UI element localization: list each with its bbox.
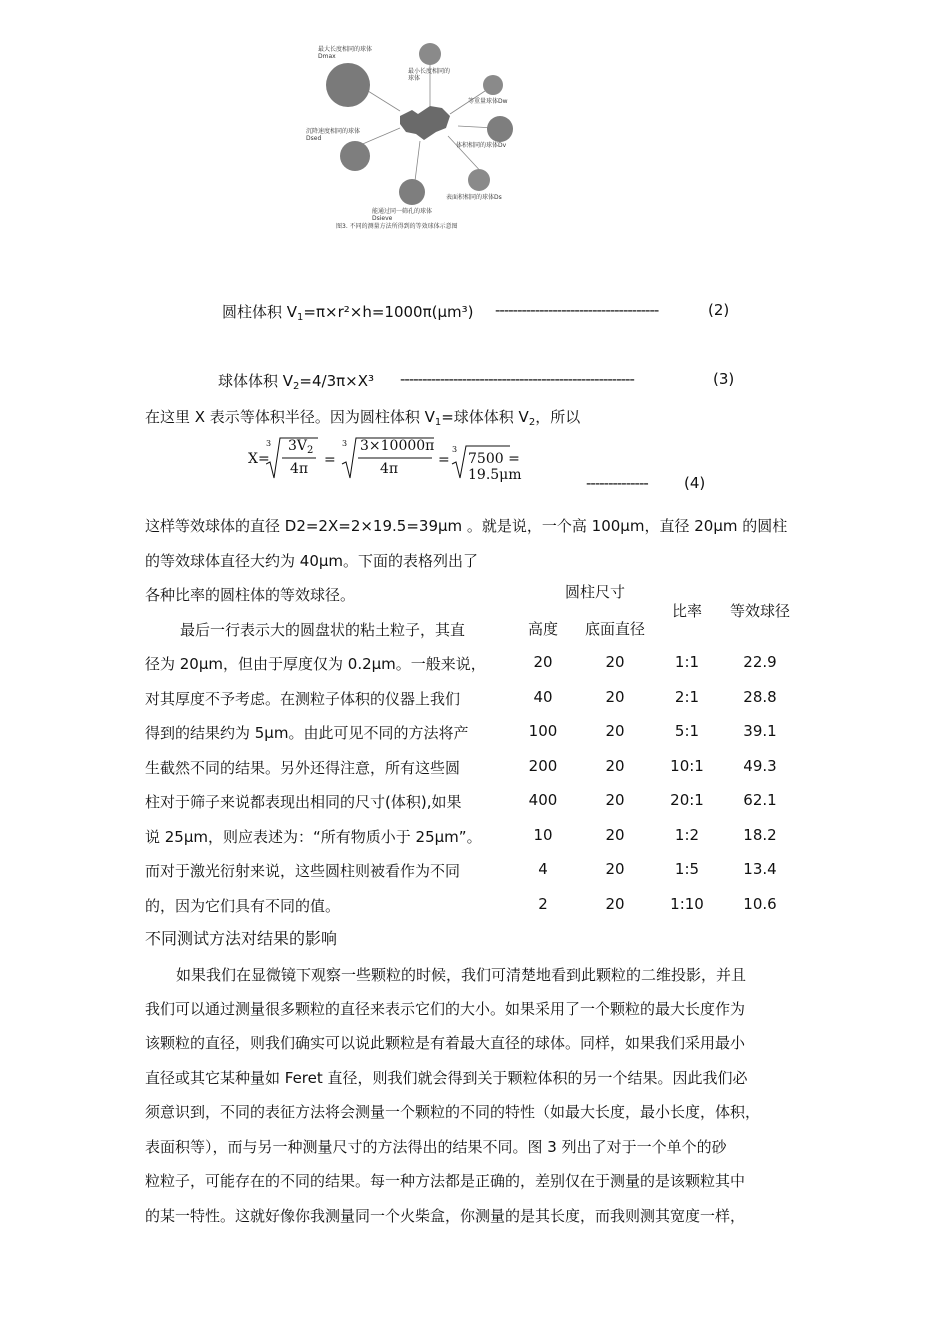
formula-num2: 3×10000π xyxy=(360,438,435,454)
cell-height: 2 xyxy=(538,895,548,913)
equation-3 xyxy=(218,370,374,392)
cell-ratio: 2:1 xyxy=(674,688,700,706)
cell-ratio: 1:10 xyxy=(670,895,704,913)
table-header-height: 高度 xyxy=(527,620,558,638)
cell-ratio: 1:5 xyxy=(674,860,700,878)
left-col-line-5: 柱对于筛子来说都表现出相同的尺寸(体积),如果 xyxy=(145,793,462,811)
cell-equiv: 49.3 xyxy=(743,757,777,775)
eq3-number: (3) xyxy=(713,370,735,388)
formula-4 xyxy=(248,436,558,482)
label-surface: 表面积相同的球体Ds xyxy=(446,194,502,201)
left-col-line-0: 最后一行表示大的圆盘状的粘土粒子，其直 xyxy=(180,621,466,639)
sphere-dmin xyxy=(419,43,441,65)
body-line-5: 表面积等），而与另一种测量尺寸的方法得出的结果不同。图 3 列出了对于一个单个的砂 xyxy=(145,1138,727,1156)
formula-den1: 4π xyxy=(290,461,309,477)
sphere-ds xyxy=(468,169,490,191)
label-volume: 体积相同的球体Dv xyxy=(456,142,507,149)
equivalent-sphere-figure xyxy=(300,36,540,236)
equation-2 xyxy=(222,301,473,323)
svg-text:3: 3 xyxy=(452,445,458,454)
cell-equiv: 18.2 xyxy=(743,826,777,844)
eq2-formula: =π×r²×h=1000π(μm³) xyxy=(303,303,474,321)
left-col-line-7: 而对于激光衍射来说，这些圆柱则被看作为不同 xyxy=(145,862,461,880)
body-line-3: 直径或其它某种量如 Feret 直径，则我们就会得到关于颗粒体积的另一个结果。因此我们必 xyxy=(145,1069,748,1087)
table-header-diameter: 底面直径 xyxy=(584,620,645,638)
body-line-4: 须意识到，不同的表征方法将会测量一个颗粒的不同的特性（如最大长度，最小长度，体积， xyxy=(145,1103,761,1121)
cell-height: 40 xyxy=(533,688,553,706)
cell-diameter: 20 xyxy=(605,688,625,706)
svg-text:=: = xyxy=(324,452,336,468)
sand-particle xyxy=(400,106,450,140)
cell-ratio: 1:2 xyxy=(674,826,700,844)
cell-equiv: 62.1 xyxy=(743,791,777,809)
eq2-number: (2) xyxy=(708,301,730,319)
cell-equiv: 28.8 xyxy=(743,688,777,706)
label-sedimentation: 沉降速度相同的球体Dsed xyxy=(306,128,361,142)
num1-text: 3V xyxy=(288,438,308,454)
eq2-dashes: ------------------------------------- xyxy=(495,301,659,319)
cell-ratio: 10:1 xyxy=(670,757,704,775)
sphere-dv xyxy=(487,116,513,142)
text-line-2: 这样等效球体的直径 D2=2X=2×19.5=39μm 。就是说，一个高 100μm，直径 20μm 的圆柱 xyxy=(145,517,788,535)
body-line-2: 该颗粒的直径，则我们确实可以说此颗粒是有着最大直径的球体。同样，如果我们采用最小 xyxy=(145,1034,746,1052)
cell-height: 4 xyxy=(538,860,548,878)
text-line-3: 的等效球体直径大约为 40μm。下面的表格列出了 xyxy=(145,552,479,570)
sphere-dw xyxy=(483,75,503,95)
line1-sub2: 2 xyxy=(528,417,536,428)
eq3-label: 球体体积 V xyxy=(218,372,294,390)
cell-height: 400 xyxy=(528,791,558,809)
left-col-line-4: 生截然不同的结果。另外还得注意，所有这些圆 xyxy=(145,759,461,777)
section-heading: 不同测试方法对结果的影响 xyxy=(145,929,338,948)
eq4-dashes: -------------- xyxy=(586,474,648,492)
line1-b: =球体体积 V xyxy=(441,408,529,426)
cell-diameter: 20 xyxy=(605,826,625,844)
svg-text:3: 3 xyxy=(266,439,272,448)
label-sieve: 能通过同一筛孔的球体Dsieve xyxy=(372,208,433,222)
eq3-sub: 2 xyxy=(293,381,300,392)
sphere-dsieve xyxy=(399,179,425,205)
formula-den2: 4π xyxy=(380,461,399,477)
cell-height: 100 xyxy=(528,722,558,740)
num1-sub: 2 xyxy=(307,445,314,456)
table-header-equiv: 等效球径 xyxy=(729,602,790,620)
line1-sub1: 1 xyxy=(434,417,442,428)
left-col-line-1: 径为 20μm，但由于厚度仅为 0.2μm。一般来说， xyxy=(145,655,486,673)
cell-height: 20 xyxy=(533,653,553,671)
left-col-line-2: 对其厚度不予考虑。在测粒子体积的仪器上我们 xyxy=(145,690,461,708)
eq4-number: (4) xyxy=(684,474,706,492)
cell-height: 200 xyxy=(528,757,558,775)
label-max-length: 最大长度相同的球体Dmax xyxy=(318,46,373,60)
formula-x: X= xyxy=(248,451,270,467)
formula-result: 7500 = 19.5μm xyxy=(468,451,522,483)
cell-equiv: 39.1 xyxy=(743,722,777,740)
formula-num1 xyxy=(288,438,313,456)
label-min-length: 最小长度相同的球体 xyxy=(408,68,451,82)
cell-diameter: 20 xyxy=(605,653,625,671)
eq3-dashes: ----------------------------------------------------- xyxy=(400,370,634,388)
cell-ratio: 1:1 xyxy=(674,653,700,671)
figure-caption: 图3. 不同的测量方法所得到的等效球体示意图 xyxy=(336,223,458,230)
left-col-line-3: 得到的结果约为 5μm。由此可见不同的方法将产 xyxy=(145,724,469,742)
sphere-dsed xyxy=(340,141,370,171)
cell-diameter: 20 xyxy=(605,722,625,740)
body-line-0: 如果我们在显微镜下观察一些颗粒的时候，我们可清楚地看到此颗粒的二维投影，并且 xyxy=(176,966,747,984)
table-header-ratio: 比率 xyxy=(671,602,702,620)
text-line-4: 各种比率的圆柱体的等效球径。 xyxy=(145,586,356,604)
cell-diameter: 20 xyxy=(605,791,625,809)
eq3-formula: =4/3π×X³ xyxy=(299,372,375,390)
svg-text:=: = xyxy=(438,452,450,468)
sphere-dmax xyxy=(326,63,370,107)
cell-ratio: 5:1 xyxy=(674,722,700,740)
cell-ratio: 20:1 xyxy=(670,791,704,809)
cell-height: 10 xyxy=(533,826,553,844)
table-group-header: 圆柱尺寸 xyxy=(564,583,625,601)
line1-c: ，所以 xyxy=(535,408,581,426)
label-weight: 等重量球体Dw xyxy=(468,98,508,105)
cell-diameter: 20 xyxy=(605,757,625,775)
cell-equiv: 10.6 xyxy=(743,895,777,913)
body-line-7: 的某一特性。这就好像你我测量同一个火柴盒，你测量的是其长度，而我则测其宽度一样， xyxy=(145,1207,746,1225)
cell-diameter: 20 xyxy=(605,895,625,913)
left-col-line-6: 说 25μm，则应表述为：“所有物质小于 25μm”。 xyxy=(145,828,482,846)
svg-text:3: 3 xyxy=(342,439,348,448)
line1-a: 在这里 X 表示等体积半径。因为圆柱体积 V xyxy=(145,408,435,426)
eq2-sub: 1 xyxy=(297,312,304,323)
body-line-6: 粒粒子，可能存在的不同的结果。每一种方法都是正确的，差别仅在于测量的是该颗粒其中 xyxy=(145,1172,746,1190)
explanation-line xyxy=(145,406,580,428)
eq2-label: 圆柱体积 V xyxy=(222,303,298,321)
body-line-1: 我们可以通过测量很多颗粒的直径来表示它们的大小。如果采用了一个颗粒的最大长度作为 xyxy=(145,1000,746,1018)
cell-equiv: 13.4 xyxy=(743,860,777,878)
cell-diameter: 20 xyxy=(605,860,625,878)
left-col-line-8: 的，因为它们具有不同的值。 xyxy=(145,897,341,915)
cell-equiv: 22.9 xyxy=(743,653,777,671)
